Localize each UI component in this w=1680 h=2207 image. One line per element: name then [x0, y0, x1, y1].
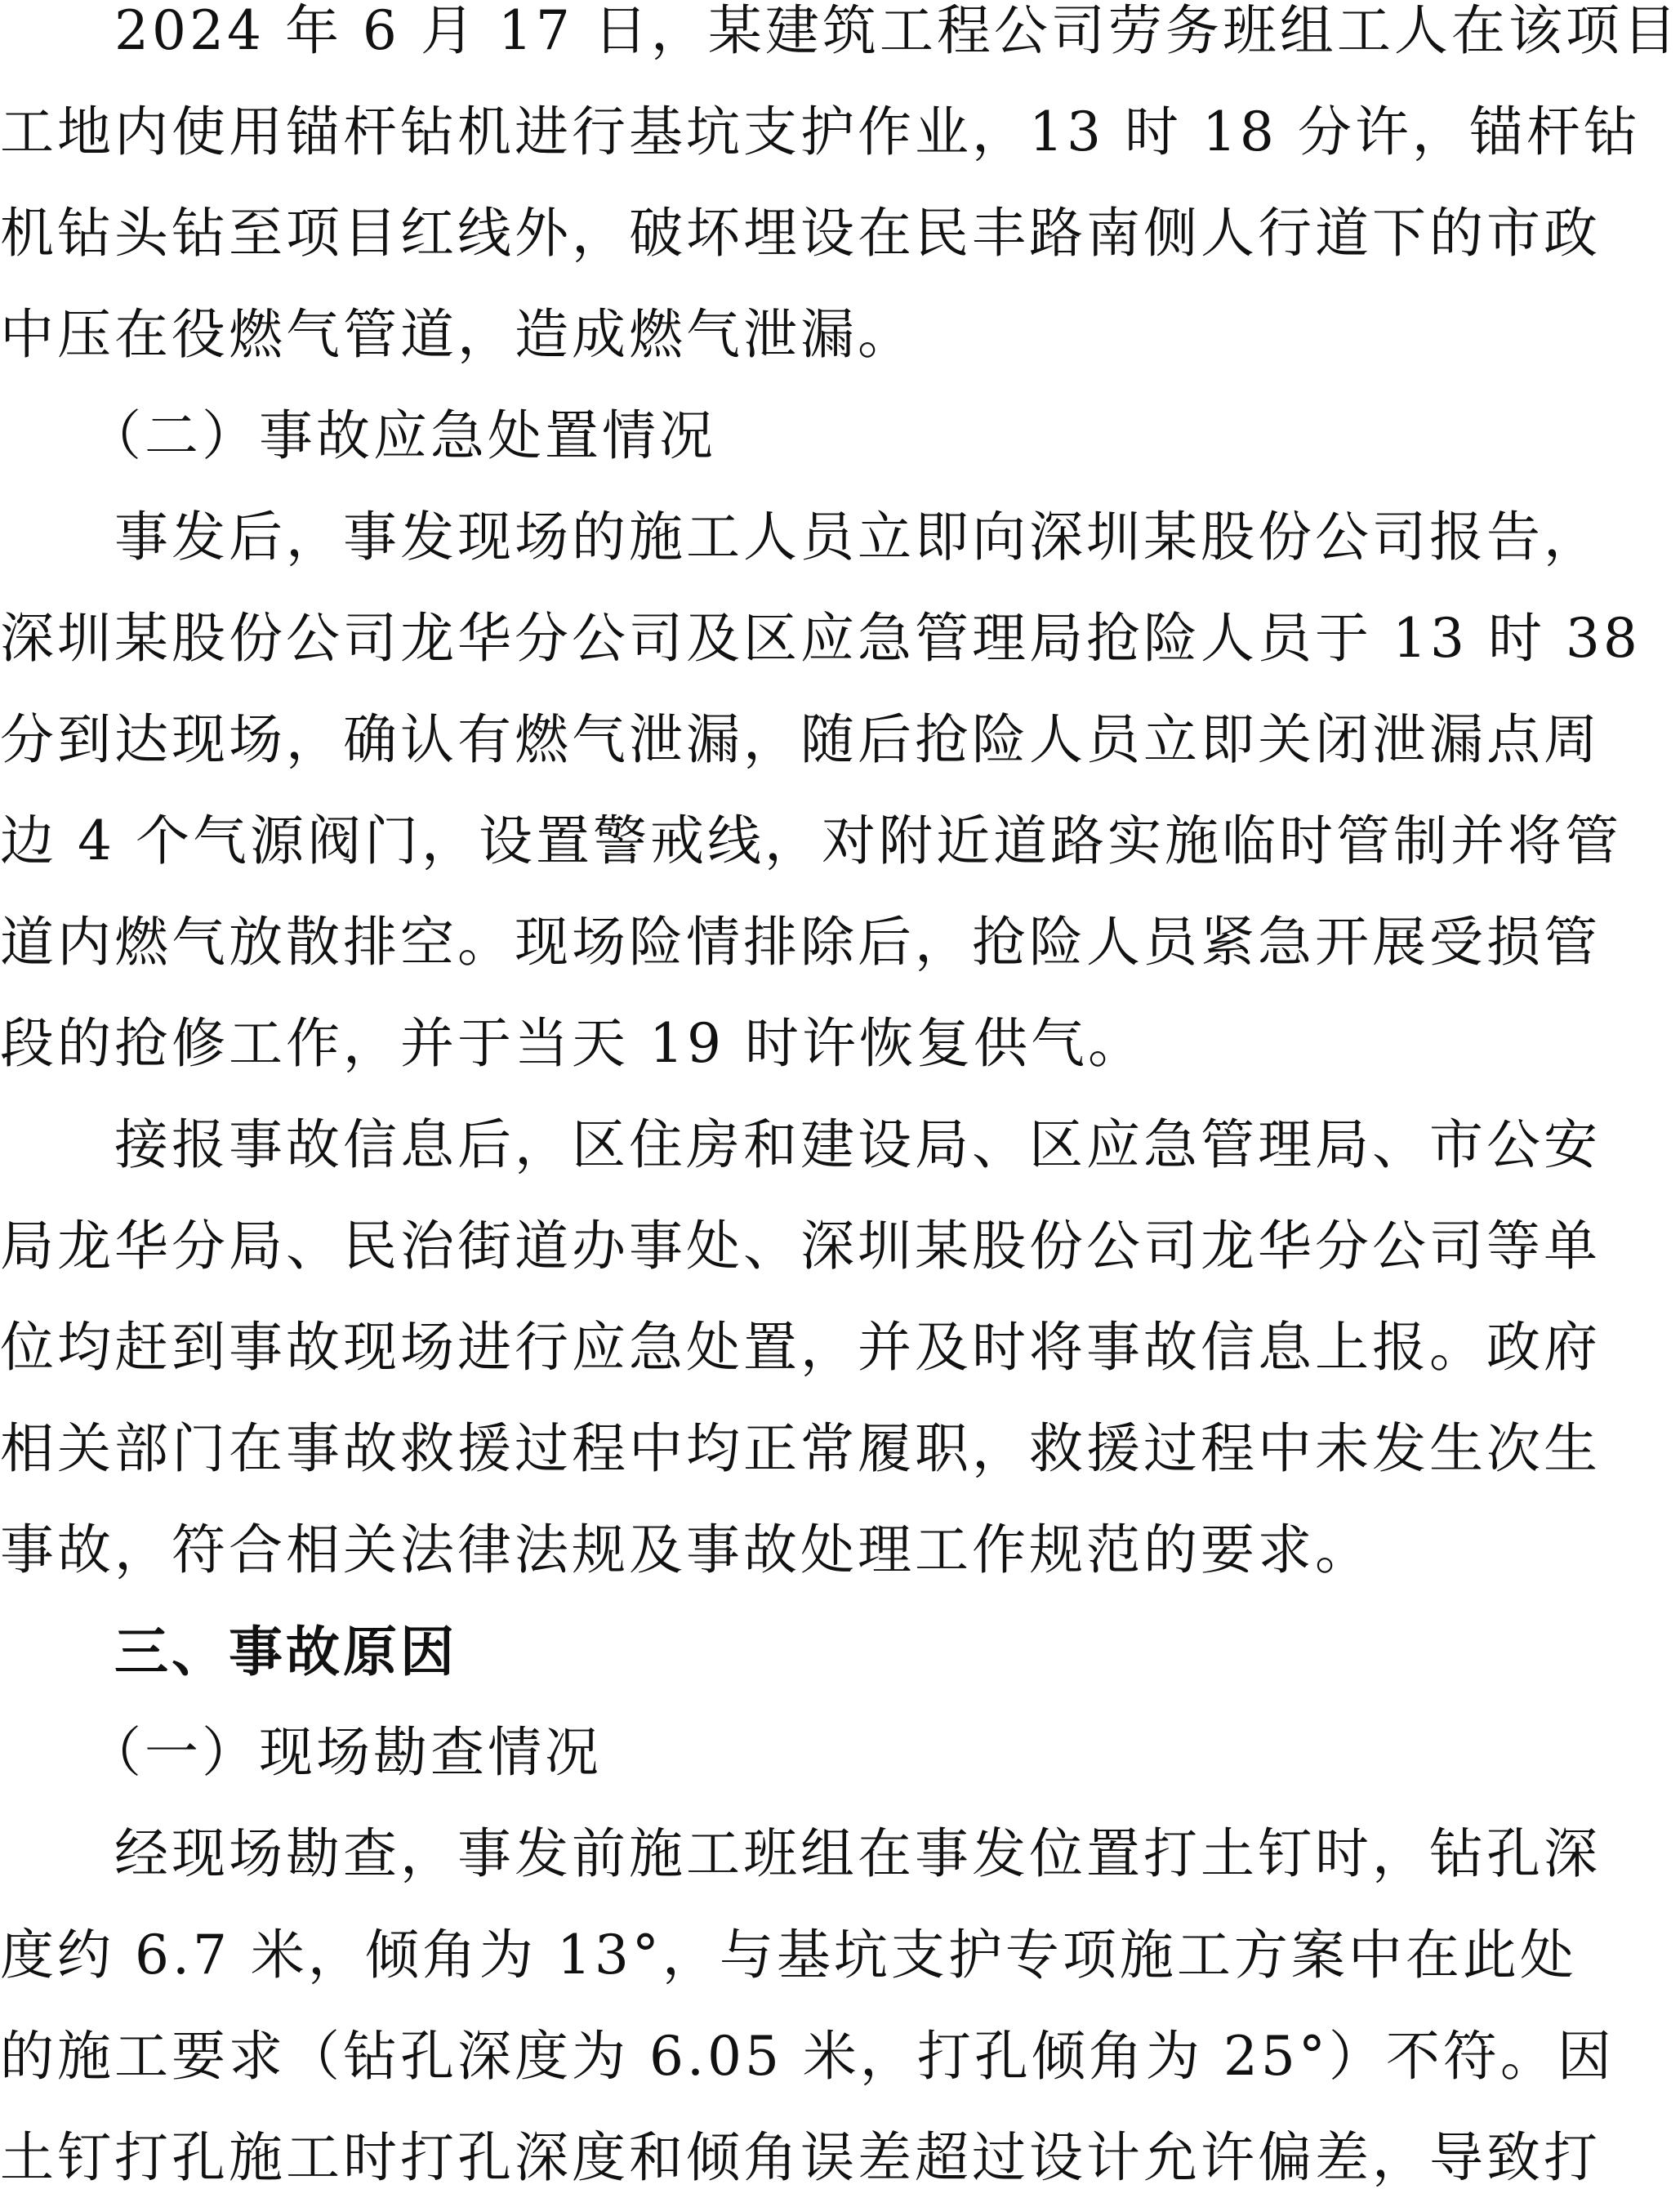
- paragraph-line: 度约 6.7 米，倾角为 13°，与基坑支护专项施工方案中在此处: [0, 1924, 1577, 1986]
- paragraph-line: 经现场勘查，事发前施工班组在事发位置打土钉时，钻孔深: [0, 1822, 1601, 1885]
- paragraph-line: 段的抢修工作，并于当天 19 时许恢复供气。: [0, 1012, 1145, 1075]
- paragraph-line: 接报事故信息后，区住房和建设局、区应急管理局、市公安: [0, 1113, 1601, 1176]
- paragraph-line: 中压在役燃气管道，造成燃气泄漏。: [0, 303, 915, 366]
- paragraph-line: 相关部门在事故救援过程中均正常履职，救援过程中未发生次生: [0, 1417, 1601, 1480]
- paragraph-line: 机钻头钻至项目红线外，破坏埋设在民丰路南侧人行道下的市政: [0, 202, 1601, 265]
- paragraph-line: 道内燃气放散排空。现场险情排除后，抢险人员紧急开展受损管: [0, 911, 1601, 974]
- paragraph-line: 事故，符合相关法律法规及事故处理工作规范的要求。: [0, 1518, 1372, 1581]
- paragraph-line: 的施工要求（钻孔深度为 6.05 米，打孔倾角为 25°）不符。因: [0, 2025, 1615, 2088]
- paragraph-line: 工地内使用锚杆钻机进行基坑支护作业，13 时 18 分许，锚杆钻: [0, 100, 1641, 163]
- section-heading: 三、事故原因: [0, 1620, 457, 1683]
- paragraph-line: 位均赶到事故现场进行应急处置，并及时将事故信息上报。政府: [0, 1316, 1601, 1379]
- paragraph-line: 分到达现场，确认有燃气泄漏，随后抢险人员立即关闭泄漏点周: [0, 708, 1601, 771]
- paragraph-line: 深圳某股份公司龙华分公司及区应急管理局抢险人员于 13 时 38: [0, 607, 1641, 670]
- paragraph-line: 边 4 个气源阀门，设置警戒线，对附近道路实施临时管制并将管: [0, 809, 1622, 872]
- paragraph-line: 2024 年 6 月 17 日，某建筑工程公司劳务班组工人在该项目: [0, 0, 1680, 62]
- paragraph-line: 土钉打孔施工时打孔深度和倾角误差超过设计允许偏差，导致打: [0, 2126, 1601, 2189]
- section-subheading: （二）事故应急处置情况: [0, 404, 716, 467]
- section-subheading: （一）现场勘查情况: [0, 1721, 602, 1784]
- paragraph-line: 局龙华分局、民治街道办事处、深圳某股份公司龙华分公司等单: [0, 1215, 1601, 1277]
- paragraph-line: 事发后，事发现场的施工人员立即向深圳某股份公司报告，: [0, 506, 1601, 568]
